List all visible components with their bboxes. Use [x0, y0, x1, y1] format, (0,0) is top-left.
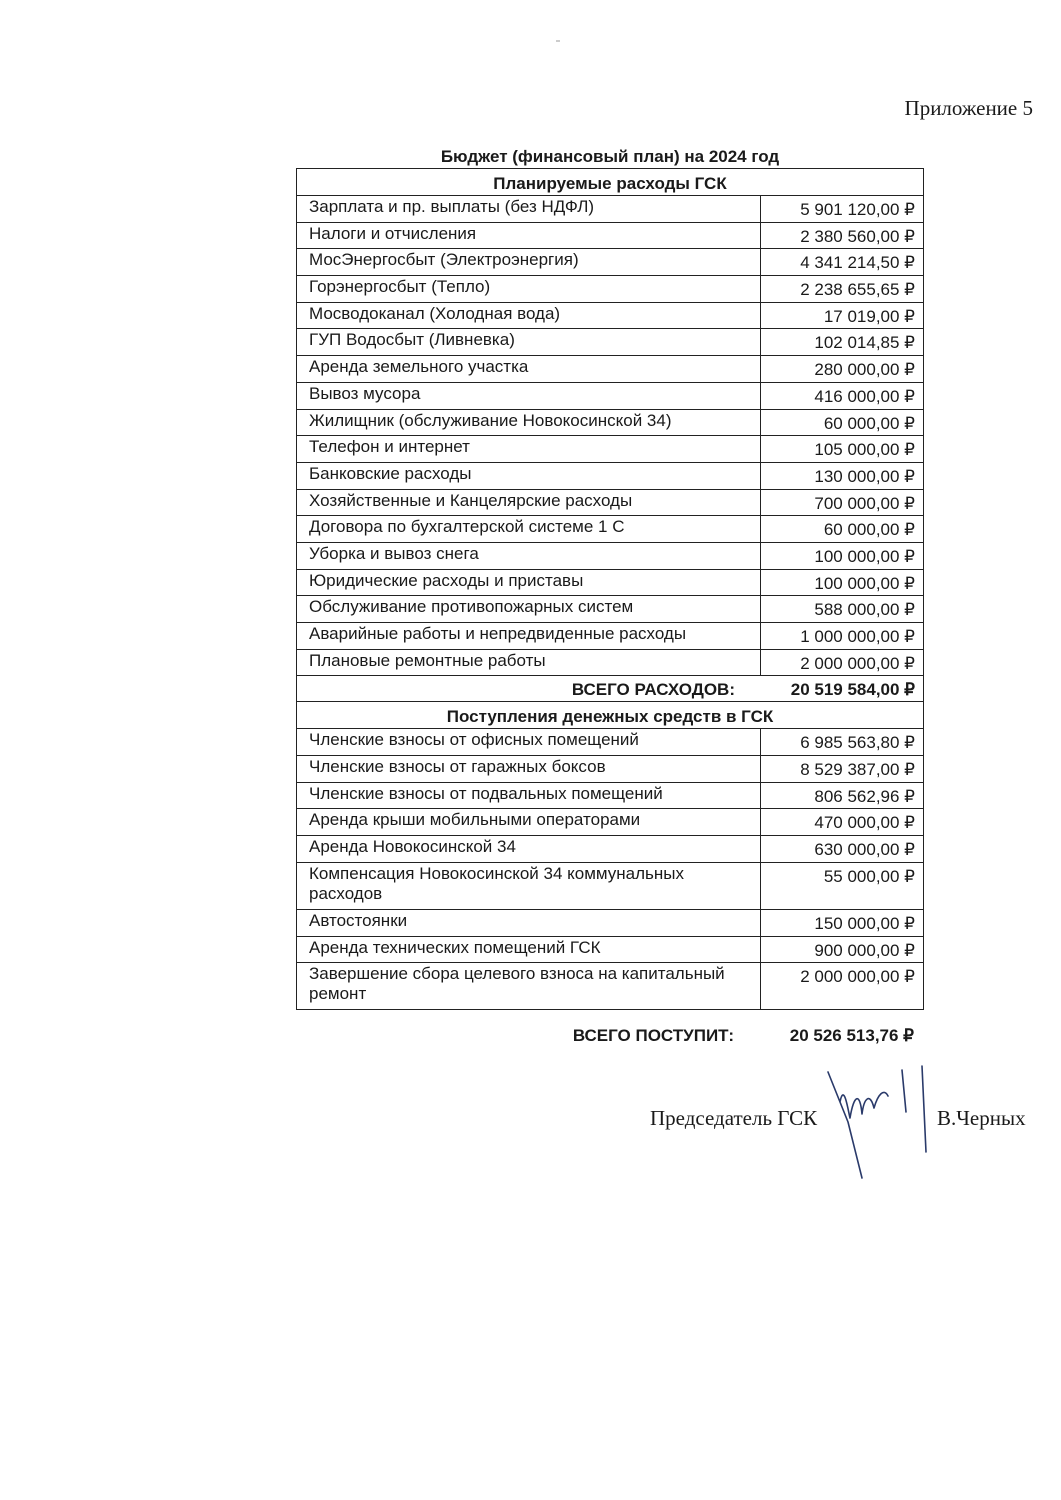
expenses-item-amount: 416 000,00 ₽: [814, 386, 915, 406]
expenses-item-amount: 130 000,00 ₽: [814, 466, 915, 486]
scan-speck: [556, 40, 560, 42]
income-row: [297, 937, 923, 964]
expenses-item-name: Обслуживание противопожарных систем: [297, 596, 761, 622]
income-row: [297, 809, 923, 836]
income-item-name: Членские взносы от офисных помещений: [297, 729, 761, 755]
income-header: Поступления денежных средств в ГСК: [297, 702, 923, 729]
expenses-item-amount: 102 014,85 ₽: [814, 333, 915, 353]
expenses-row: [297, 303, 923, 330]
expenses-row: [297, 329, 923, 356]
expenses-row: [297, 623, 923, 650]
income-item-name: Членские взносы от подвальных помещений: [297, 783, 761, 809]
income-row: [297, 783, 923, 810]
expenses-total-label: ВСЕГО РАСХОДОВ:: [571, 680, 735, 700]
income-item-amount: 630 000,00 ₽: [814, 840, 915, 860]
expenses-row: [297, 196, 923, 223]
income-total-row: [296, 1026, 922, 1046]
income-row: [297, 729, 923, 756]
expenses-row: [297, 596, 923, 623]
expenses-item-amount: 100 000,00 ₽: [814, 573, 915, 593]
expenses-row: [297, 223, 923, 250]
income-item-amount: 8 529 387,00 ₽: [800, 760, 915, 780]
expenses-item-amount: 105 000,00 ₽: [814, 440, 915, 460]
expenses-item-amount: 280 000,00 ₽: [814, 360, 915, 380]
income-item-name: Автостоянки: [297, 910, 761, 936]
expenses-row: [297, 570, 923, 597]
expenses-item-amount: 2 000 000,00 ₽: [800, 653, 915, 673]
income-item-amount: 2 000 000,00 ₽: [800, 967, 915, 987]
expenses-item-amount: 700 000,00 ₽: [814, 493, 915, 513]
income-item-name: Завершение сбора целевого взноса на капитальный ремонт: [297, 963, 761, 1009]
expenses-item-name: Хозяйственные и Канцелярские расходы: [297, 490, 761, 516]
expenses-item-name: Налоги и отчисления: [297, 223, 761, 249]
budget-table: [296, 168, 924, 1010]
expenses-item-amount: 1 000 000,00 ₽: [800, 627, 915, 646]
handwritten-signature: [818, 1052, 938, 1187]
expenses-row: [297, 516, 923, 543]
income-item-name: Членские взносы от гаражных боксов: [297, 756, 761, 782]
income-item-amount: 55 000,00 ₽: [823, 866, 915, 886]
expenses-row: [297, 463, 923, 490]
expenses-item-amount: 60 000,00 ₽: [823, 520, 915, 540]
expenses-item-name: Вывоз мусора: [297, 383, 761, 409]
document-title: Бюджет (финансовый план) на 2024 год: [440, 147, 780, 166]
expenses-item-name: Аренда земельного участка: [297, 356, 761, 382]
expenses-item-amount: 17 019,00 ₽: [823, 306, 915, 326]
expenses-row: [297, 490, 923, 517]
expenses-row: [297, 436, 923, 463]
expenses-row: [297, 249, 923, 276]
expenses-row: [297, 356, 923, 383]
expenses-item-amount: 588 000,00 ₽: [814, 600, 915, 620]
income-row: [297, 863, 923, 910]
expenses-row: [297, 650, 923, 677]
expenses-item-name: ГУП Водосбыт (Ливневка): [297, 329, 761, 355]
expenses-item-amount: 4 341 214,50 ₽: [800, 253, 915, 273]
expenses-row: [297, 543, 923, 570]
expenses-item-name: Мосводоканал (Холодная вода): [297, 303, 761, 329]
income-row: [297, 963, 923, 1010]
expenses-header: Планируемые расходы ГСК: [297, 169, 923, 196]
income-total-value: 20 526 513,76 ₽: [789, 1026, 914, 1045]
expenses-item-amount: 2 380 560,00 ₽: [800, 226, 915, 246]
expenses-item-name: Плановые ремонтные работы: [297, 650, 761, 676]
expenses-item-amount: 60 000,00 ₽: [823, 413, 915, 433]
expenses-item-name: Банковские расходы: [297, 463, 761, 489]
income-item-amount: 470 000,00 ₽: [814, 813, 915, 833]
expenses-item-name: Уборка и вывоз снега: [297, 543, 761, 569]
expenses-item-amount: 2 238 655,65 ₽: [800, 280, 915, 300]
expenses-item-name: Юридические расходы и приставы: [297, 570, 761, 596]
expenses-item-name: Горэнергосбыт (Тепло): [297, 276, 761, 302]
expenses-item-name: Договора по бухгалтерской системе 1 С: [297, 516, 761, 542]
expenses-row: [297, 410, 923, 437]
income-item-amount: 900 000,00 ₽: [814, 940, 915, 960]
expenses-row: [297, 383, 923, 410]
expenses-total-value: 20 519 584,00 ₽: [790, 680, 915, 700]
chairman-title: Председатель ГСК: [650, 1106, 818, 1130]
income-item-name: Аренда Новокосинской 34: [297, 836, 761, 862]
expenses-total-row: [297, 676, 923, 702]
income-item-amount: 150 000,00 ₽: [814, 913, 915, 933]
appendix-label: Приложение 5: [904, 96, 1033, 120]
expenses-item-name: Телефон и интернет: [297, 436, 761, 462]
income-row: [297, 836, 923, 863]
income-total-label: ВСЕГО ПОСТУПИТ:: [572, 1026, 734, 1045]
expenses-item-name: Аварийные работы и непредвиденные расходы: [297, 623, 761, 649]
expenses-item-name: Жилищник (обслуживание Новокосинской 34): [297, 410, 761, 436]
expenses-item-amount: 100 000,00 ₽: [814, 546, 915, 566]
income-item-amount: 6 985 563,80 ₽: [800, 733, 915, 753]
expenses-row: [297, 276, 923, 303]
expenses-item-name: МосЭнергосбыт (Электроэнергия): [297, 249, 761, 275]
income-item-amount: 806 562,96 ₽: [814, 786, 915, 806]
expenses-item-amount: 5 901 120,00 ₽: [800, 200, 915, 219]
expenses-item-name: Зарплата и пр. выплаты (без НДФЛ): [297, 196, 761, 222]
income-row: [297, 910, 923, 937]
income-rows: [297, 729, 923, 1010]
chairman-name: В.Черных: [937, 1106, 1026, 1130]
income-item-name: Аренда технических помещений ГСК: [297, 937, 761, 963]
expenses-rows: [297, 196, 923, 676]
income-item-name: Компенсация Новокосинской 34 коммунальных расходов: [297, 863, 761, 909]
income-item-name: Аренда крыши мобильными операторами: [297, 809, 761, 835]
income-row: [297, 756, 923, 783]
